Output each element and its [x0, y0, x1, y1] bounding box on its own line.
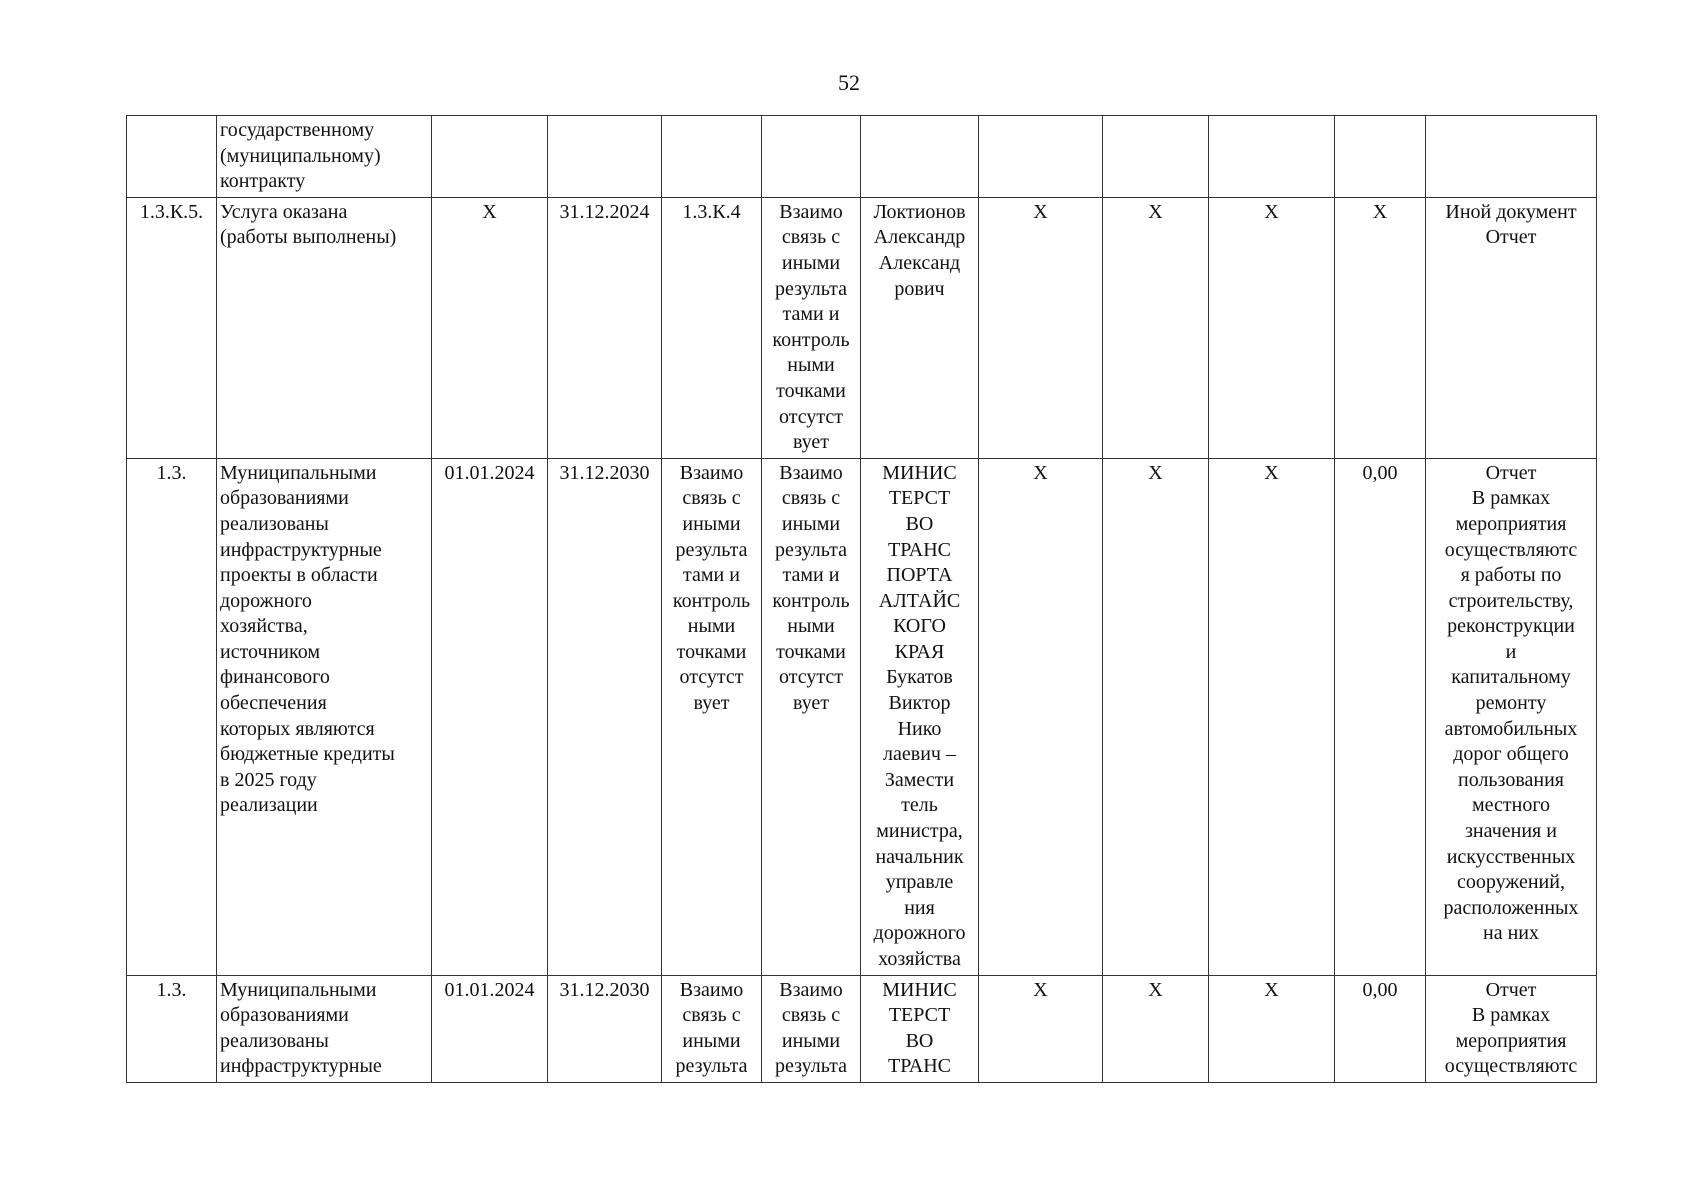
responsible-cell: МИНИС ТЕРСТ ВО ТРАНС ПОРТА АЛТАЙС КОГО КРАЯ Букатов Виктор Нико лаевич – Замести тель министра, начальник управле ния дорожного хозяйства: [861, 458, 979, 975]
linkage-cell: Взаимо связь с иными результа: [762, 975, 861, 1082]
row-number-cell: 1.3.: [127, 975, 217, 1082]
value-cell: [1209, 116, 1335, 198]
value-cell: Х: [1103, 458, 1209, 975]
row-number-cell: [127, 116, 217, 198]
table-row: [127, 458, 1597, 975]
value-cell: [979, 116, 1103, 198]
value-cell: 0,00: [1335, 458, 1426, 975]
value-cell: 0,00: [1335, 975, 1426, 1082]
document-cell: Отчет В рамках мероприятия осуществляютс я работы по строительству, реконструкции и капитальному ремонту автомобильных дорог общего пользования местного значения и искусственных сооружений, расположенных на них: [1426, 458, 1597, 975]
table-row: [127, 116, 1597, 198]
document-cell: Иной документ Отчет: [1426, 197, 1597, 458]
value-cell: Х: [1335, 197, 1426, 458]
document-cell: Отчет В рамках мероприятия осуществляютс: [1426, 975, 1597, 1082]
table-row: [127, 197, 1597, 458]
result-name-cell: Муниципальными образованиями реализованы инфраструктурные проекты в области дорожного хозяйства, источником финансового обеспечения которых являются бюджетные кредиты в 2025 году реализации: [217, 458, 432, 975]
value-cell: Х: [979, 197, 1103, 458]
predecessor-cell: Взаимо связь с иными результа: [662, 975, 762, 1082]
start-date-cell: Х: [432, 197, 548, 458]
start-date-cell: [432, 116, 548, 198]
predecessor-cell: [662, 116, 762, 198]
end-date-cell: 31.12.2024: [548, 197, 662, 458]
value-cell: Х: [979, 975, 1103, 1082]
predecessor-cell: Взаимо связь с иными результа тами и контроль ными точками отсутст вует: [662, 458, 762, 975]
value-cell: Х: [1103, 975, 1209, 1082]
page-number: 52: [838, 70, 860, 95]
value-cell: [1103, 116, 1209, 198]
responsible-cell: МИНИС ТЕРСТ ВО ТРАНС: [861, 975, 979, 1082]
value-cell: Х: [979, 458, 1103, 975]
linkage-cell: Взаимо связь с иными результа тами и контроль ными точками отсутст вует: [762, 197, 861, 458]
result-name-cell: Услуга оказана (работы выполнены): [217, 197, 432, 458]
result-name-cell: государственному (муниципальному) контракту: [217, 116, 432, 198]
value-cell: Х: [1209, 458, 1335, 975]
value-cell: Х: [1209, 197, 1335, 458]
row-number-cell: 1.3.: [127, 458, 217, 975]
start-date-cell: 01.01.2024: [432, 975, 548, 1082]
end-date-cell: 31.12.2030: [548, 458, 662, 975]
end-date-cell: 31.12.2030: [548, 975, 662, 1082]
linkage-cell: Взаимо связь с иными результа тами и контроль ными точками отсутст вует: [762, 458, 861, 975]
value-cell: Х: [1103, 197, 1209, 458]
end-date-cell: [548, 116, 662, 198]
predecessor-cell: 1.3.К.4: [662, 197, 762, 458]
value-cell: Х: [1209, 975, 1335, 1082]
linkage-cell: [762, 116, 861, 198]
control-points-table: [126, 115, 1597, 1083]
document-cell: [1426, 116, 1597, 198]
responsible-cell: Локтионов Александр Александ рович: [861, 197, 979, 458]
table-row: [127, 975, 1597, 1082]
start-date-cell: 01.01.2024: [432, 458, 548, 975]
row-number-cell: 1.3.К.5.: [127, 197, 217, 458]
responsible-cell: [861, 116, 979, 198]
result-name-cell: Муниципальными образованиями реализованы инфраструктурные: [217, 975, 432, 1082]
value-cell: [1335, 116, 1426, 198]
